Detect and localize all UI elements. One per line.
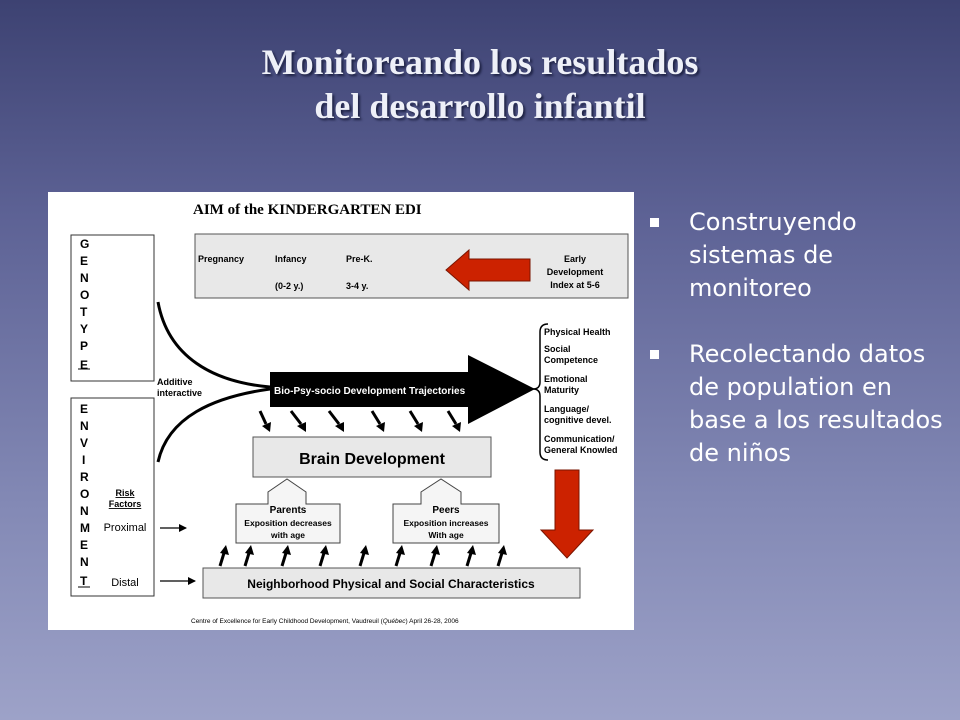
small-arrow [329,411,339,424]
risk-factors-label-2: Factors [108,499,142,509]
bullet-item [648,206,948,305]
footer-part-2: ) April 26-28, 2006 [405,618,459,625]
small-arrow-head [360,545,369,555]
square-bullet-icon [650,218,659,227]
small-arrow-head [220,545,229,555]
small-arrow [320,553,324,566]
square-bullet-icon [650,350,659,359]
genotype-letter: N [80,271,89,285]
small-arrow [360,553,364,566]
environment-letter: O [80,487,90,501]
small-arrow-head [431,545,440,555]
environment-letters [80,402,90,588]
slide-title-line-1: Monitoreando los resultados [261,42,699,82]
environment-letter: N [80,555,89,569]
genotype-letter: O [80,288,90,302]
bullet-text: Construyendo sistemas de monitoreo [689,208,857,302]
trajectories-label: Bio-Psy-socio Development Trajectories [274,386,466,397]
domain-label: cognitive devel. [544,415,612,425]
small-arrow [291,411,301,424]
genotype-letter: E [80,358,89,372]
small-arrow [431,553,435,566]
small-arrow-head [245,545,254,555]
stage-edi-line-3: Index at 5-6 [550,280,600,290]
small-arrow [282,553,286,566]
figure-title: AIM of the KINDERGARTEN EDI [193,202,422,218]
edi-diagram-canvas [48,192,634,630]
stage-edi-line-1: Early [563,254,587,264]
small-arrow [467,553,471,566]
small-arrow [396,553,400,566]
genotype-letter: P [80,339,89,353]
parents-sub-2: with age [270,530,306,540]
slide-title-line-2: del desarrollo infantil [314,86,646,126]
bullet-list [648,206,948,503]
stage-edi-line-2: Development [546,267,604,277]
environment-letter: E [80,402,89,416]
domain-label: Communication/ [544,434,615,444]
footer-part-1: Centre of Excellence for Early Childhood Development, Vaudreuil ( [191,618,383,625]
neighborhood-label: Neighborhood Physical and Social Characteristics [247,577,535,591]
genotype-curve-arrow [158,302,270,387]
proximal-label: Proximal [103,522,147,534]
footer-quebec: Québec [382,618,406,625]
small-arrow [448,411,456,424]
small-arrow [245,553,249,566]
red-down-arrow [541,470,593,558]
slide-title [100,40,860,128]
environment-letter: R [80,470,89,484]
genotype-letter: T [80,305,88,319]
environment-letter: N [80,419,89,433]
small-arrow-head [498,545,507,555]
environment-letter: E [80,538,89,552]
peers-title: Peers [432,505,460,516]
domain-label: General Knowled [544,445,618,455]
additive-label-2: interactive [157,388,203,398]
domain-label: Language/ [544,404,590,414]
stage-infancy: Infancy [275,254,307,264]
parents-sub-1: Exposition decreases [244,518,332,528]
genotype-letter: G [80,237,90,251]
domain-label: Social [544,344,571,354]
genotype-letter: Y [80,322,89,336]
stage-pregnancy: Pregnancy [198,254,245,264]
domain-label: Emotional [544,374,588,384]
stage-infancy-age: (0-2 y.) [275,281,304,291]
stage-prek-age: 3-4 y. [346,281,369,291]
domain-label: Maturity [544,385,580,395]
small-arrow [220,553,224,566]
bullet-text: Recolectando datos de population en base a los resultados de niños [689,340,943,467]
small-arrow-head [320,545,329,555]
small-arrow-head [282,545,291,555]
risk-factors-label-1: Risk [115,488,135,498]
environment-letter: M [80,521,90,535]
stage-prek: Pre-K. [346,254,373,264]
small-arrow-head [467,545,476,555]
environment-letter: N [80,504,89,518]
environment-letter: V [80,436,89,450]
brain-label: Brain Development [299,451,445,468]
edi-diagram [48,192,634,630]
peers-sub-2: With age [428,530,464,540]
small-arrow [372,411,380,424]
small-arrow-head [396,545,405,555]
small-arrow [498,553,502,566]
distal-label: Distal [111,577,139,589]
small-arrow [410,411,418,424]
peers-sub-1: Exposition increases [403,518,489,528]
environment-letter: I [82,453,86,467]
domain-label: Physical Health [544,327,611,337]
genotype-letter: E [80,254,89,268]
additive-label-1: Additive [157,377,193,387]
environment-letter: T [80,574,88,588]
figure-footer [191,618,459,625]
bullet-item [648,338,948,470]
domain-label: Competence [544,355,599,365]
small-arrow [260,411,266,424]
parents-title: Parents [269,505,307,516]
